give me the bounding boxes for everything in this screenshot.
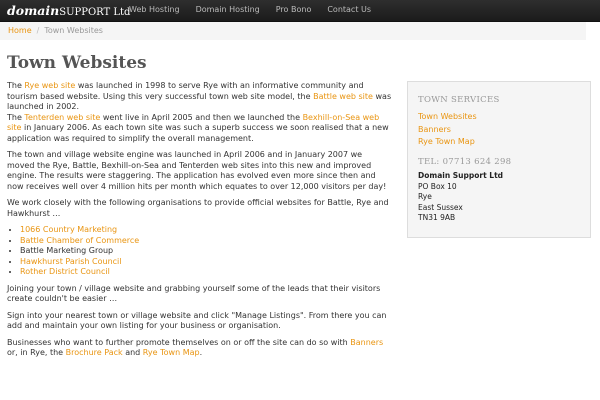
banners-link[interactable]: Banners: [350, 337, 384, 347]
sidebar-link-banners[interactable]: Banners: [418, 124, 451, 134]
p6-text-3: and: [122, 348, 143, 357]
p1-text-5: went live in April 2005 and then we launched the: [100, 112, 303, 122]
brand-bold: domain: [7, 3, 60, 18]
breadcrumb-home[interactable]: Home: [8, 26, 32, 35]
org-battle-chamber-link[interactable]: Battle Chamber of Commerce: [20, 235, 140, 245]
sidebar-link-town-websites[interactable]: Town Websites: [418, 112, 477, 121]
joining-paragraph: Joining your town / village website and grabbing yourself some of the leads that their visitors create couldn't be easier …: [7, 283, 381, 303]
brand-logo[interactable]: [7, 3, 130, 18]
sidebar-address: [418, 171, 503, 224]
list-item: [20, 225, 392, 236]
sign-in-paragraph: Sign into your nearest town or village website and click "Manage Listings". From there you can add and maintain your own listing for your business or organisation.: [7, 310, 387, 330]
p1-text-2: was launched in 1998 to serve Rye with an informative community and tourism based website. Using this very successful town web site model, the: [7, 81, 364, 101]
p6-text-1: Businesses who want to further promote themselves on or off the site can do so with: [7, 337, 351, 347]
sidebar-links: [418, 111, 477, 149]
p1-text-1: The: [7, 81, 25, 90]
p1-text-3: was launched in 2002.: [7, 91, 392, 111]
address-line: Rye: [418, 192, 432, 201]
tenterden-web-site-link[interactable]: Tenterden web site: [24, 112, 101, 122]
rye-town-map-link[interactable]: Rye Town Map: [142, 348, 200, 357]
address-line: East Sussex: [418, 202, 463, 212]
sidebar-phone: TEL: 07713 624 298: [418, 157, 512, 167]
nav-contact-us[interactable]: Contact Us: [327, 5, 372, 14]
list-item: [20, 267, 392, 278]
org-battle-marketing-group: Battle Marketing Group: [20, 246, 114, 255]
org-1066-country-marketing-link[interactable]: 1066 Country Marketing: [20, 225, 118, 234]
top-navbar: [0, 0, 600, 22]
nav-web-hosting[interactable]: Web Hosting: [129, 5, 180, 14]
org-rother-district-link[interactable]: Rother District Council: [20, 267, 110, 276]
p1-text-6: in January 2006. As each town site was such a superb success we soon realised that a new application was required to simplify the overall management.: [7, 123, 389, 143]
organisations-intro: We work closely with the following organisations to provide official websites for Battle, Rye and Hawkhurst …: [7, 198, 389, 218]
sidebar-link-rye-town-map[interactable]: Rye Town Map: [418, 137, 475, 146]
rye-web-site-link[interactable]: Rye web site: [24, 81, 76, 90]
town-services-sidebar: [407, 81, 591, 238]
address-company: Domain Support Ltd: [418, 171, 504, 180]
main-nav: [121, 0, 379, 21]
nav-domain-hosting[interactable]: Domain Hosting: [195, 5, 260, 14]
intro-paragraph: [7, 81, 392, 144]
battle-web-site-link[interactable]: Battle web site: [313, 91, 373, 101]
organisations-list: [7, 225, 392, 278]
sidebar-title: TOWN SERVICES: [418, 95, 500, 105]
breadcrumb: [0, 22, 586, 40]
breadcrumb-current: Town Websites: [44, 26, 103, 35]
list-item: [20, 246, 392, 257]
promote-paragraph: [7, 338, 392, 359]
page-title: Town Websites: [7, 53, 147, 73]
p1-text-4: The: [7, 112, 25, 122]
main-content: [7, 81, 392, 365]
address-line: TN31 9AB: [418, 213, 456, 222]
breadcrumb-separator: /: [36, 26, 40, 35]
brochure-pack-link[interactable]: Brochure Pack: [65, 348, 123, 357]
engine-paragraph: The town and village website engine was launched in April 2006 and in January 2007 we moved the Rye, Battle, Bexhill-on-Sea and Tenterden web sites into this new and improved engine. The results were staggering. The application has evolved even more since then and now receives well over 4 million hits per month which equates to over 12,000 visitors per day!: [7, 150, 387, 191]
brand-rest: SUPPORT Ltd: [59, 7, 131, 18]
p6-text-4: .: [199, 348, 203, 357]
list-item: [20, 257, 392, 268]
bexhill-web-site-link[interactable]: Bexhill-on-Sea web site: [7, 112, 380, 132]
p6-text-2: or, in Rye, the: [7, 348, 66, 357]
address-line: PO Box 10: [418, 181, 457, 191]
list-item: [20, 236, 392, 247]
nav-pro-bono[interactable]: Pro Bono: [275, 5, 312, 14]
org-hawkhurst-parish-link[interactable]: Hawkhurst Parish Council: [20, 256, 122, 266]
